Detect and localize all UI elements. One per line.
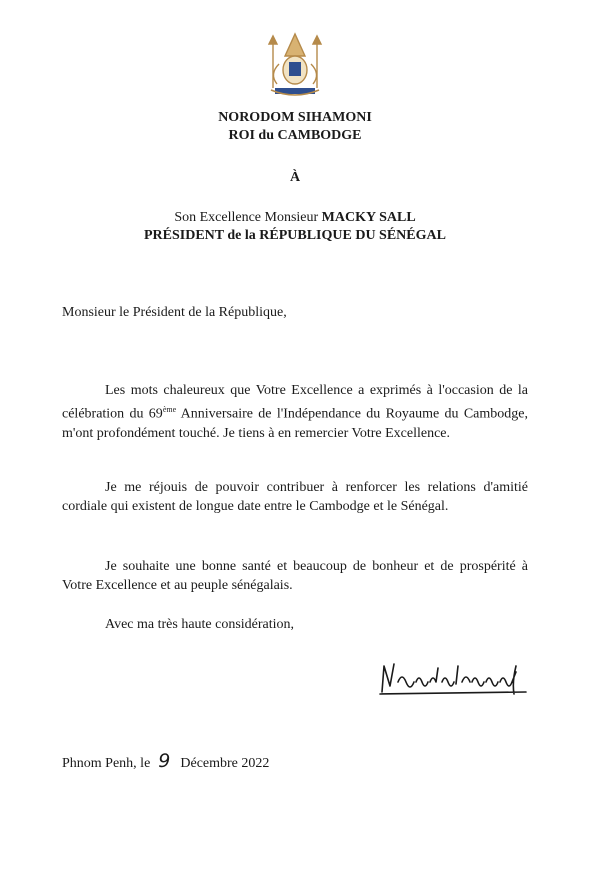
recipient-title: PRÉSIDENT de la RÉPUBLIQUE DU SÉNÉGAL — [144, 228, 446, 243]
sender-name: NORODOM SIHAMONI — [218, 110, 372, 125]
paragraph-wishes: Je souhaite une bonne santé et beaucoup de bonheur et de prospérité à Votre Excellence et au peuple sénégalais. — [62, 559, 528, 593]
recipient-name: MACKY SALL — [321, 210, 416, 225]
date-line — [62, 750, 269, 772]
sender-title: ROI du CAMBODGE — [228, 128, 362, 143]
closing-formula: Avec ma très haute considération, — [105, 617, 295, 632]
paragraph-relations: Je me réjouis de pouvoir contribuer à renforcer les relations d'amitié cordiale qui existent de longue date entre le Cambodge et le Sénégal. — [62, 480, 528, 514]
place: Phnom Penh, le — [62, 756, 151, 771]
ordinal-suffix: ème — [162, 405, 177, 414]
month-year: Décembre 2022 — [180, 756, 270, 771]
addressee-marker: À — [289, 170, 301, 185]
paragraph-thanks — [62, 381, 528, 443]
handwritten-signature — [376, 652, 536, 697]
salutation: Monsieur le Président de la République, — [62, 305, 287, 320]
recipient-prefix: Son Excellence Monsieur — [174, 210, 322, 225]
handwritten-day: 9 — [158, 750, 171, 772]
paragraph-thanks-start: Les mots chaleureux que Votre Excellence a exprimés à l'occasion de la célébration du 69 — [62, 383, 528, 422]
royal-crest-icon — [259, 30, 331, 100]
paragraph-thanks-end: Anniversaire de l'Indépendance du Royaume du Cambodge, m'ont profondément touché. Je tiens à en remercier Votre Excellence. — [62, 406, 529, 441]
recipient-line — [0, 210, 590, 226]
